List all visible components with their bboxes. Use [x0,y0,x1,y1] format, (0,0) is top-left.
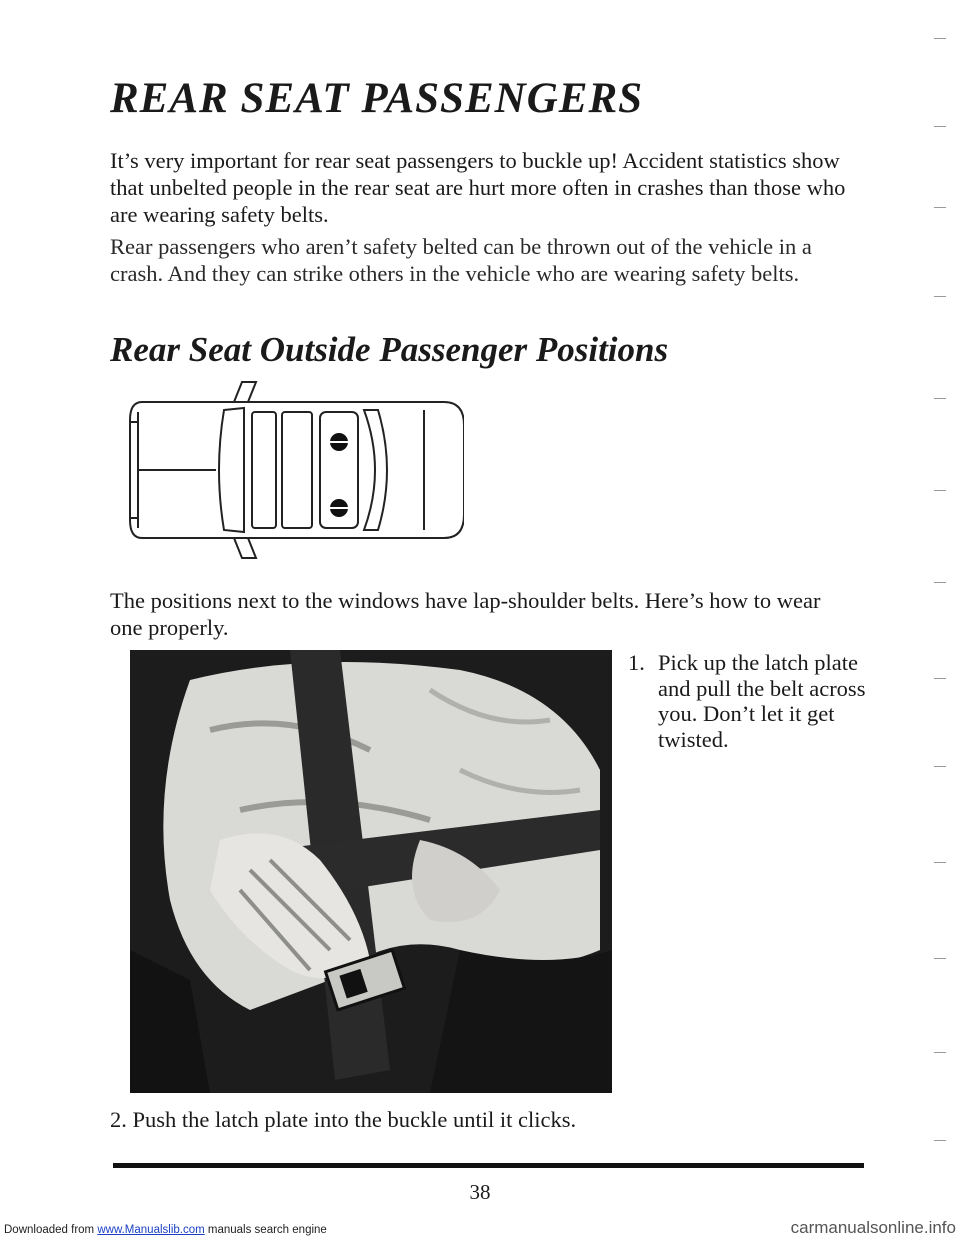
step-2 [110,1107,576,1133]
page-number: 38 [469,1180,491,1204]
center-seat-area [282,412,312,528]
seat-shadow [430,950,612,1093]
belt-intro-paragraph: The positions next to the windows have lap-shoulder belts. Here’s how to wear one properly. [110,588,821,640]
download-suffix: manuals search engine [204,1224,327,1236]
buckling-belt-photo [130,650,612,1093]
step-text: Push the latch plate into the buckle until it clicks. [132,1107,577,1132]
windshield [219,408,244,532]
step-number: 2. [110,1107,127,1132]
footer-rule [113,1163,864,1168]
manualslib-link[interactable]: www.Manualslib.com [97,1224,205,1236]
mirror-bottom [234,538,256,558]
download-prefix: Downloaded from [4,1224,98,1236]
mirror-top [234,382,256,402]
rear-window [364,410,387,530]
scan-edge-marks [926,0,946,1160]
subsection-heading: Rear Seat Outside Passenger Positions [110,330,669,369]
position-marker-detail [329,442,349,508]
warning-paragraph: Rear passengers who aren’t safety belted can be thrown out of the vehicle in a crash. And they can strike others in the vehicle who are wearing safety belts. [110,234,812,286]
step-text: Pick up the latch plate and pull the belt across you. Don’t let it get twisted. [658,650,866,752]
section-heading: REAR SEAT PASSENGERS [110,75,644,122]
watermark-text: carmanualsonline.info [790,1218,956,1237]
front-trim [130,422,138,518]
car-top-view-diagram [124,380,464,560]
step-number: 1. [628,650,645,675]
intro-paragraph: It’s very important for rear seat passengers to buckle up! Accident statistics show that unbelted people in the rear seat are hurt more often in crashes than those who are wearing safety belts. [110,148,846,227]
front-seat-area [252,412,276,528]
download-notice [4,1224,327,1236]
